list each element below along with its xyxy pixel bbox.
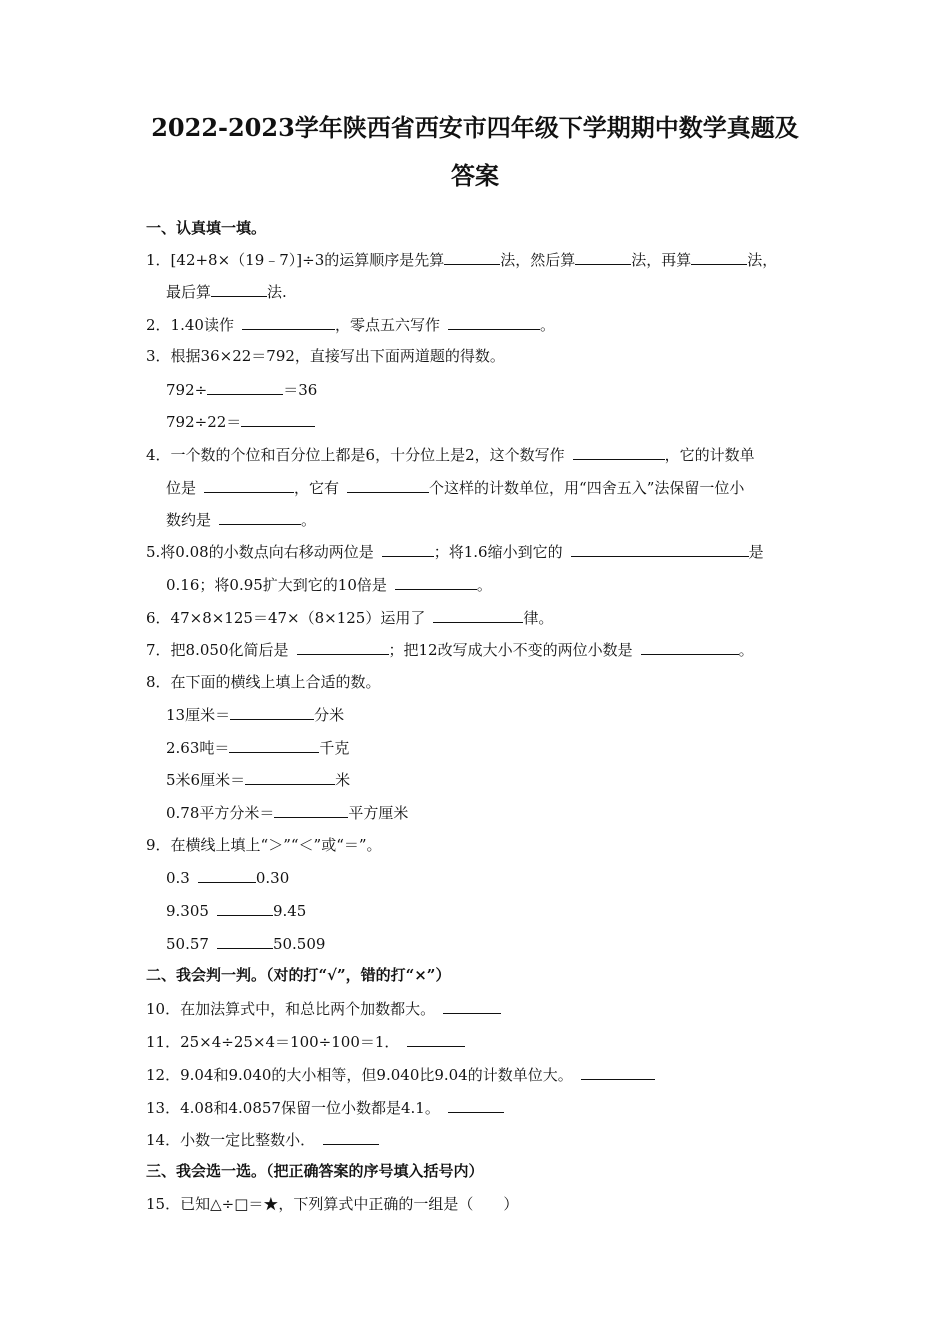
answer-blank[interactable] bbox=[323, 1129, 379, 1145]
answer-blank[interactable] bbox=[573, 444, 665, 460]
answer-blank[interactable] bbox=[297, 639, 389, 655]
question-4-line-2: 位是 ，它有 个这样的计数单位，用“四舍五入”法保留一位小 bbox=[166, 479, 745, 497]
answer-blank[interactable] bbox=[217, 900, 273, 916]
answer-blank[interactable] bbox=[242, 314, 335, 330]
question-6: 6．47×8×125＝47×（8×125）运用了 律。 bbox=[146, 609, 554, 627]
answer-blank[interactable] bbox=[230, 704, 314, 720]
question-9: 9．在横线上填上“＞”“＜”或“＝”。 bbox=[146, 836, 382, 854]
section-heading-1: 一、认真填一填。 bbox=[146, 219, 267, 237]
question-8-part-4: 0.78平方分米＝ 平方厘米 bbox=[166, 804, 409, 822]
question-1-line-2: 最后算 法. bbox=[166, 283, 287, 301]
answer-blank[interactable] bbox=[219, 509, 301, 525]
answer-blank[interactable] bbox=[444, 249, 500, 265]
question-3-part-2: 792÷22＝ bbox=[166, 411, 315, 432]
section-heading-3: 三、我会选一选。（把正确答案的序号填入括号内） bbox=[146, 1162, 484, 1180]
question-7: 7．把8.050化简后是 ；把12改写成大小不变的两位小数是 。 bbox=[146, 641, 754, 659]
question-9-part-1: 0.3 0.30 bbox=[166, 869, 290, 887]
answer-blank[interactable] bbox=[211, 281, 267, 297]
answer-blank[interactable] bbox=[395, 574, 477, 590]
answer-blank[interactable] bbox=[691, 249, 747, 265]
section-heading-2: 二、我会判一判。（对的打“√”，错的打“×”） bbox=[146, 966, 451, 984]
question-8-part-1: 13厘米＝ 分米 bbox=[166, 706, 345, 724]
title-line-2: 答案 bbox=[451, 161, 499, 190]
question-14: 14．小数一定比整数小． bbox=[146, 1129, 379, 1150]
question-15: 15．已知△÷□＝★，下列算式中正确的一组是（ ） bbox=[146, 1195, 519, 1213]
question-5-line-1: 5.将0.08的小数点向右移动两位是 ；将1.6缩小到它的 是 bbox=[146, 543, 764, 561]
question-10: 10．在加法算式中，和总比两个加数都大。 bbox=[146, 998, 501, 1019]
answer-blank[interactable] bbox=[207, 379, 283, 395]
question-9-part-3: 50.57 50.509 bbox=[166, 935, 326, 953]
answer-blank[interactable] bbox=[433, 607, 523, 623]
answer-blank[interactable] bbox=[217, 933, 273, 949]
question-5-line-2: 0.16；将0.95扩大到它的10倍是 。 bbox=[166, 576, 492, 594]
answer-blank[interactable] bbox=[448, 1097, 504, 1113]
answer-blank[interactable] bbox=[641, 639, 739, 655]
question-2: 2．1.40读作 ，零点五六写作 。 bbox=[146, 316, 555, 334]
answer-blank[interactable] bbox=[198, 867, 256, 883]
answer-blank[interactable] bbox=[581, 1064, 655, 1080]
answer-blank[interactable] bbox=[274, 802, 348, 818]
question-1-line-1: 1．[42+8×（19﹣7）]÷3的运算顺序是先算 法，然后算 法，再算 法， bbox=[146, 251, 778, 269]
answer-blank[interactable] bbox=[382, 541, 434, 557]
question-13: 13．4.08和4.0857保留一位小数都是4.1。 bbox=[146, 1097, 504, 1118]
question-3-part-1: 792÷ ＝36 bbox=[166, 381, 318, 399]
answer-blank[interactable] bbox=[347, 477, 429, 493]
answer-blank[interactable] bbox=[575, 249, 631, 265]
question-8-part-3: 5米6厘米＝ 米 bbox=[166, 771, 351, 789]
question-8-part-2: 2.63吨＝ 千克 bbox=[166, 739, 350, 757]
question-11: 11．25×4÷25×4＝100÷100＝1． bbox=[146, 1031, 465, 1052]
answer-blank[interactable] bbox=[443, 998, 501, 1014]
answer-blank[interactable] bbox=[448, 314, 540, 330]
question-4-line-3: 数约是 。 bbox=[166, 511, 317, 529]
question-3: 3．根据36×22＝792，直接写出下面两道题的得数。 bbox=[146, 347, 505, 365]
question-12: 12．9.04和9.040的大小相等，但9.040比9.04的计数单位大。 bbox=[146, 1064, 655, 1085]
question-4-line-1: 4．一个数的个位和百分位上都是6，十分位上是2，这个数写作 ，它的计数单 bbox=[146, 446, 755, 464]
page-title bbox=[130, 104, 820, 200]
answer-blank[interactable] bbox=[571, 541, 749, 557]
answer-blank[interactable] bbox=[245, 769, 335, 785]
question-8: 8．在下面的横线上填上合适的数。 bbox=[146, 673, 381, 691]
answer-blank[interactable] bbox=[241, 411, 315, 427]
answer-blank[interactable] bbox=[229, 737, 319, 753]
question-9-part-2: 9.305 9.45 bbox=[166, 902, 307, 920]
answer-blank[interactable] bbox=[407, 1031, 465, 1047]
title-line-1: 2022-2023学年陕西省西安市四年级下学期期中数学真题及 bbox=[151, 113, 799, 142]
answer-blank[interactable] bbox=[204, 477, 294, 493]
